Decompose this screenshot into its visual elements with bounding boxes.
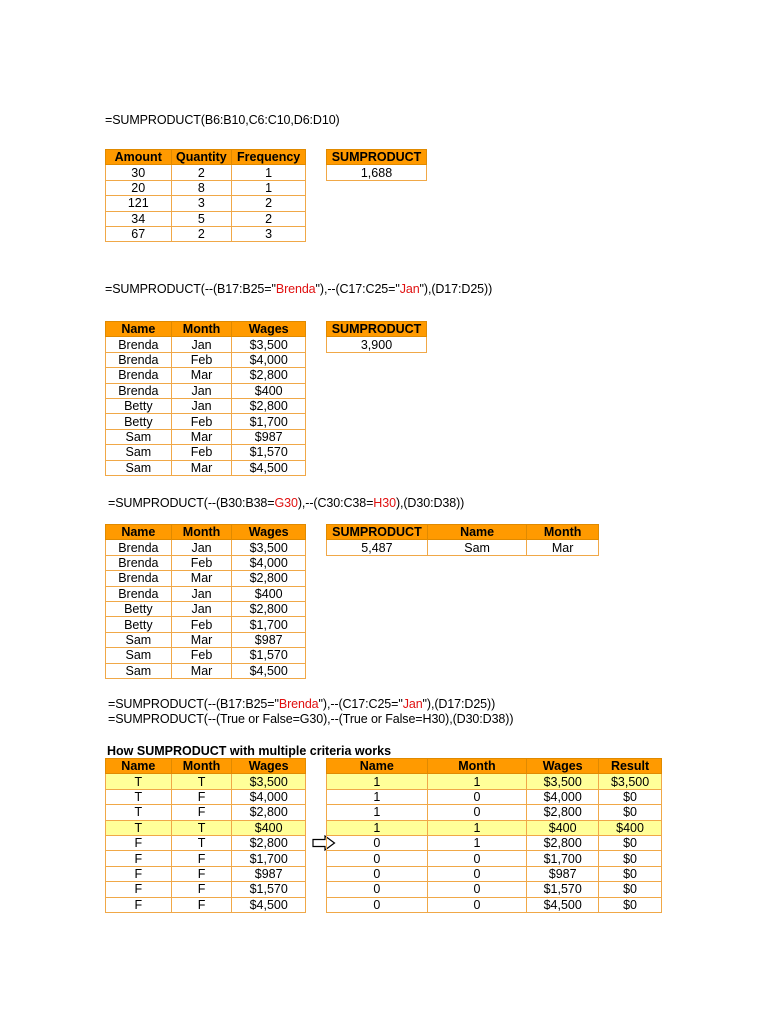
cell: 0 xyxy=(327,897,428,912)
table-row xyxy=(106,601,306,616)
table-row xyxy=(106,648,306,663)
table-row xyxy=(106,555,306,570)
cell: 0 xyxy=(327,866,428,881)
cell: $2,800 xyxy=(527,835,599,850)
cell: 1 xyxy=(427,835,527,850)
table-row xyxy=(106,337,306,352)
cell: 2 xyxy=(171,165,232,180)
cell: 34 xyxy=(106,211,172,226)
cell: T xyxy=(171,835,232,850)
table-row xyxy=(106,429,306,444)
cell: Jan xyxy=(171,540,232,555)
cell: $400 xyxy=(599,820,662,835)
cell: Brenda xyxy=(106,586,172,601)
cell: Feb xyxy=(171,648,232,663)
table-row-highlighted xyxy=(106,820,306,835)
formula-3: =SUMPRODUCT(--(B30:B38=G30),--(C30:C38=H30),(D30:D38)) xyxy=(108,496,465,510)
cell: $2,800 xyxy=(232,601,306,616)
cell: $400 xyxy=(232,820,306,835)
table-row xyxy=(106,617,306,632)
cell: $400 xyxy=(527,820,599,835)
cell: Jan xyxy=(171,383,232,398)
table-row xyxy=(327,882,662,897)
cell: 0 xyxy=(327,835,428,850)
cell: Jan xyxy=(171,337,232,352)
cell: 0 xyxy=(427,866,527,881)
cell: Sam xyxy=(106,663,172,678)
header-sumproduct: SUMPRODUCT xyxy=(327,525,428,540)
table-row xyxy=(106,632,306,647)
cell: $4,000 xyxy=(232,352,306,367)
cell: 30 xyxy=(106,165,172,180)
table-row xyxy=(106,414,306,429)
cell: $2,800 xyxy=(232,368,306,383)
header-month: Month xyxy=(171,322,232,337)
cell: 67 xyxy=(106,226,172,241)
cell: $0 xyxy=(599,851,662,866)
cell: 0 xyxy=(327,851,428,866)
cell: F xyxy=(171,851,232,866)
header-name: Name xyxy=(427,525,526,540)
cell: F xyxy=(171,789,232,804)
criteria-name: Sam xyxy=(427,540,526,555)
cell: Sam xyxy=(106,429,172,444)
table-row xyxy=(327,805,662,820)
cell: 121 xyxy=(106,196,172,211)
cell: $2,800 xyxy=(527,805,599,820)
cell: 0 xyxy=(427,805,527,820)
table-row xyxy=(106,383,306,398)
cell: T xyxy=(106,774,172,789)
table-row xyxy=(327,789,662,804)
cell: $1,570 xyxy=(527,882,599,897)
table-row xyxy=(106,882,306,897)
cell: $1,570 xyxy=(232,445,306,460)
table-row xyxy=(106,445,306,460)
cell: T xyxy=(106,789,172,804)
cell: $0 xyxy=(599,789,662,804)
header-month: Month xyxy=(171,525,232,540)
table-row xyxy=(106,540,306,555)
binary-result-table xyxy=(326,758,662,913)
cell: T xyxy=(106,805,172,820)
cell: 20 xyxy=(106,180,172,195)
cell: 3 xyxy=(232,226,306,241)
table-row xyxy=(106,352,306,367)
table-row xyxy=(106,460,306,475)
cell: Jan xyxy=(171,601,232,616)
header-wages: Wages xyxy=(232,759,306,774)
cell: Mar xyxy=(171,632,232,647)
table-row xyxy=(106,789,306,804)
cell: $3,500 xyxy=(527,774,599,789)
cell: $0 xyxy=(599,897,662,912)
cell: Betty xyxy=(106,398,172,413)
cell: $4,500 xyxy=(527,897,599,912)
cell: 0 xyxy=(427,897,527,912)
table-row xyxy=(106,180,306,195)
cell: Brenda xyxy=(106,555,172,570)
cell: Sam xyxy=(106,632,172,647)
cell: 3 xyxy=(171,196,232,211)
cell: 1 xyxy=(427,774,527,789)
cell: 1 xyxy=(232,180,306,195)
cell: Brenda xyxy=(106,368,172,383)
cell: $2,800 xyxy=(232,835,306,850)
cell: $4,000 xyxy=(527,789,599,804)
cell: Brenda xyxy=(106,571,172,586)
cell: Mar xyxy=(171,460,232,475)
table-row xyxy=(106,368,306,383)
amount-quantity-frequency-table xyxy=(105,149,306,242)
table-row xyxy=(327,851,662,866)
name-month-wages-table-1 xyxy=(105,321,306,476)
cell: $987 xyxy=(232,632,306,647)
cell: Brenda xyxy=(106,383,172,398)
header-sumproduct: SUMPRODUCT xyxy=(327,322,427,337)
table-row xyxy=(327,835,662,850)
cell: Sam xyxy=(106,648,172,663)
cell: 1 xyxy=(327,774,428,789)
table-row-highlighted xyxy=(327,820,662,835)
cell: $0 xyxy=(599,882,662,897)
cell: F xyxy=(106,835,172,850)
header-amount: Amount xyxy=(106,150,172,165)
result-value: 1,688 xyxy=(327,165,427,180)
cell: 1 xyxy=(327,789,428,804)
cell: T xyxy=(171,820,232,835)
cell: F xyxy=(171,882,232,897)
cell: $1,570 xyxy=(232,882,306,897)
cell: $4,000 xyxy=(232,789,306,804)
cell: F xyxy=(171,897,232,912)
cell: 5 xyxy=(171,211,232,226)
header-name: Name xyxy=(327,759,428,774)
table-row xyxy=(106,165,306,180)
table-row xyxy=(106,866,306,881)
cell: Feb xyxy=(171,414,232,429)
cell: $2,800 xyxy=(232,805,306,820)
cell: 0 xyxy=(427,851,527,866)
formula-2: =SUMPRODUCT(--(B17:B25="Brenda"),--(C17:C25="Jan"),(D17:D25)) xyxy=(105,282,493,296)
table-row xyxy=(106,805,306,820)
cell: $987 xyxy=(232,429,306,444)
cell: F xyxy=(171,805,232,820)
table-row xyxy=(327,540,599,555)
cell: $4,000 xyxy=(232,555,306,570)
cell: Betty xyxy=(106,414,172,429)
table-row xyxy=(106,851,306,866)
cell: 1 xyxy=(427,820,527,835)
cell: T xyxy=(171,774,232,789)
table-row xyxy=(106,663,306,678)
cell: $0 xyxy=(599,805,662,820)
cell: F xyxy=(106,882,172,897)
header-month: Month xyxy=(527,525,599,540)
cell: Brenda xyxy=(106,352,172,367)
cell: 1 xyxy=(232,165,306,180)
cell: 2 xyxy=(171,226,232,241)
sumproduct-criteria-table xyxy=(326,524,599,556)
cell: $1,570 xyxy=(232,648,306,663)
sumproduct-result-1 xyxy=(326,149,427,181)
cell: 0 xyxy=(427,882,527,897)
cell: Feb xyxy=(171,445,232,460)
header-month: Month xyxy=(171,759,232,774)
cell: 0 xyxy=(427,789,527,804)
criteria-month: Mar xyxy=(527,540,599,555)
cell: $2,800 xyxy=(232,571,306,586)
cell: Feb xyxy=(171,555,232,570)
table-row-highlighted xyxy=(327,774,662,789)
cell: Mar xyxy=(171,368,232,383)
cell: $4,500 xyxy=(232,663,306,678)
section-heading: How SUMPRODUCT with multiple criteria works xyxy=(107,744,392,758)
header-wages: Wages xyxy=(232,525,306,540)
cell: F xyxy=(106,897,172,912)
cell: $1,700 xyxy=(232,617,306,632)
header-quantity: Quantity xyxy=(171,150,232,165)
cell: $0 xyxy=(599,835,662,850)
header-month: Month xyxy=(427,759,527,774)
result-value: 5,487 xyxy=(327,540,428,555)
formula-5: =SUMPRODUCT(--(True or False=G30),--(True or False=H30),(D30:D38)) xyxy=(108,712,514,726)
cell: Brenda xyxy=(106,540,172,555)
formula-4: =SUMPRODUCT(--(B17:B25="Brenda"),--(C17:C25="Jan"),(D17:D25)) xyxy=(108,697,496,711)
cell: 1 xyxy=(327,805,428,820)
header-sumproduct: SUMPRODUCT xyxy=(327,150,427,165)
table-row xyxy=(106,835,306,850)
header-result: Result xyxy=(599,759,662,774)
cell: $4,500 xyxy=(232,897,306,912)
table-row xyxy=(106,398,306,413)
header-wages: Wages xyxy=(527,759,599,774)
cell: Feb xyxy=(171,617,232,632)
cell: Betty xyxy=(106,617,172,632)
cell: $3,500 xyxy=(232,540,306,555)
table-row xyxy=(106,571,306,586)
cell: $1,700 xyxy=(527,851,599,866)
formula-1: =SUMPRODUCT(B6:B10,C6:C10,D6:D10) xyxy=(105,113,340,127)
cell: $0 xyxy=(599,866,662,881)
cell: $400 xyxy=(232,383,306,398)
result-value: 3,900 xyxy=(327,337,427,352)
cell: $3,500 xyxy=(232,337,306,352)
cell: 8 xyxy=(171,180,232,195)
table-row xyxy=(327,897,662,912)
cell: Betty xyxy=(106,601,172,616)
cell: $987 xyxy=(527,866,599,881)
cell: F xyxy=(106,866,172,881)
cell: $3,500 xyxy=(232,774,306,789)
table-row xyxy=(327,866,662,881)
cell: Feb xyxy=(171,352,232,367)
header-name: Name xyxy=(106,322,172,337)
cell: Jan xyxy=(171,586,232,601)
sumproduct-result-2 xyxy=(326,321,427,353)
table-row xyxy=(106,196,306,211)
table-row xyxy=(106,586,306,601)
cell: F xyxy=(106,851,172,866)
name-month-wages-table-2 xyxy=(105,524,306,679)
cell: $1,700 xyxy=(232,414,306,429)
header-name: Name xyxy=(106,525,172,540)
cell: $987 xyxy=(232,866,306,881)
cell: 0 xyxy=(327,882,428,897)
cell: $1,700 xyxy=(232,851,306,866)
table-row-highlighted xyxy=(106,774,306,789)
cell: $2,800 xyxy=(232,398,306,413)
cell: $4,500 xyxy=(232,460,306,475)
cell: Sam xyxy=(106,460,172,475)
cell: Brenda xyxy=(106,337,172,352)
cell: $3,500 xyxy=(599,774,662,789)
cell: Jan xyxy=(171,398,232,413)
cell: Mar xyxy=(171,429,232,444)
true-false-table xyxy=(105,758,306,913)
table-row xyxy=(106,226,306,241)
header-name: Name xyxy=(106,759,172,774)
cell: $400 xyxy=(232,586,306,601)
table-row xyxy=(106,897,306,912)
cell: 2 xyxy=(232,196,306,211)
cell: 1 xyxy=(327,820,428,835)
cell: Sam xyxy=(106,445,172,460)
cell: Mar xyxy=(171,663,232,678)
table-row xyxy=(106,211,306,226)
header-frequency: Frequency xyxy=(232,150,306,165)
cell: T xyxy=(106,820,172,835)
header-wages: Wages xyxy=(232,322,306,337)
cell: Mar xyxy=(171,571,232,586)
cell: 2 xyxy=(232,211,306,226)
cell: F xyxy=(171,866,232,881)
